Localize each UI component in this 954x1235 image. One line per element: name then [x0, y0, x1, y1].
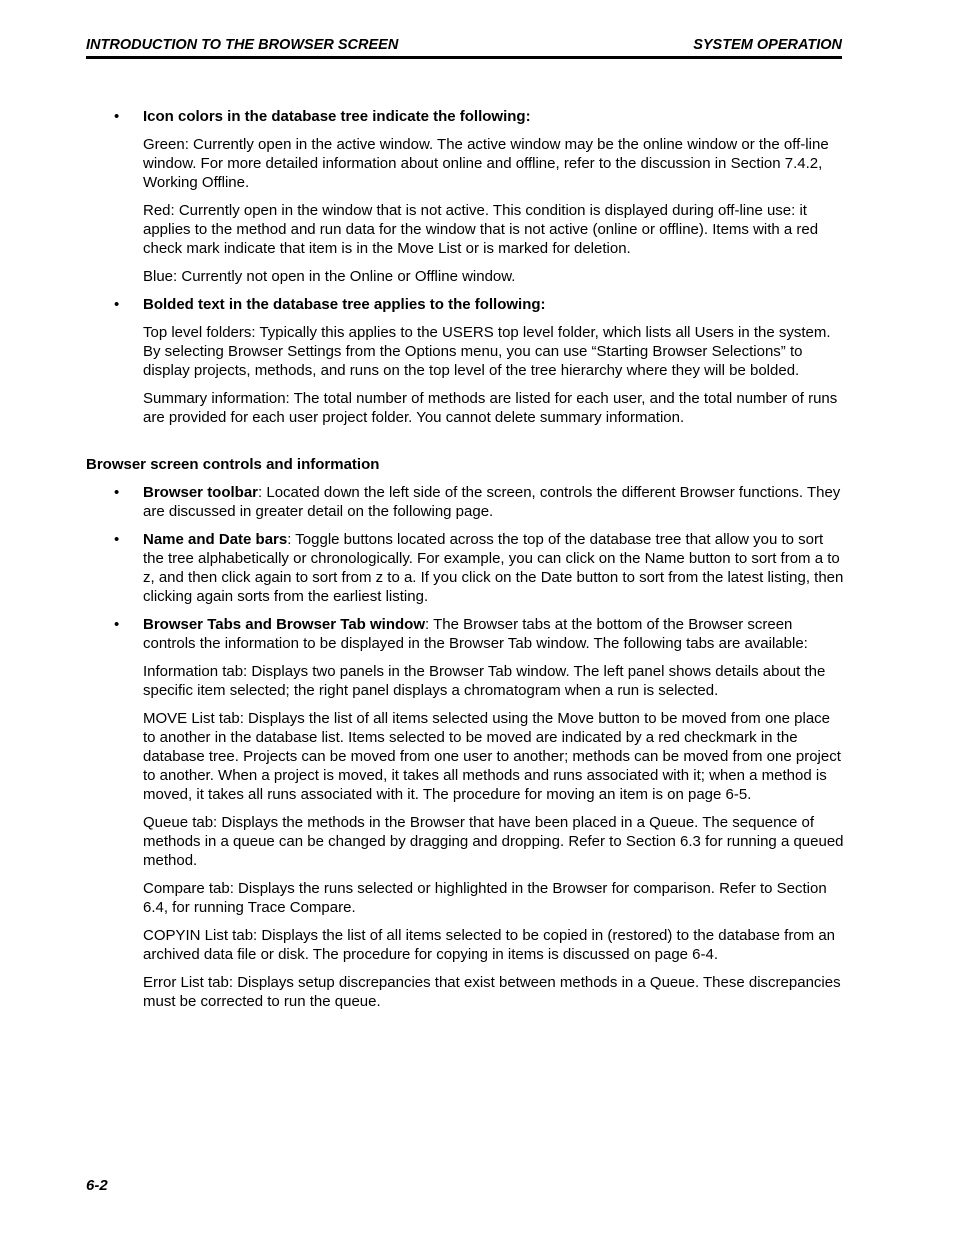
- bullet-browser-tabs: [86, 615, 846, 653]
- bullet-browser-toolbar: [86, 483, 846, 521]
- paragraph-error-list-tab: Error List tab: Displays setup discrepancies that exist between methods in a Queue. These discrepancies must be corrected to run the queue.: [143, 974, 841, 1010]
- running-header: [86, 37, 842, 59]
- paragraph-summary-information: Summary information: The total number of methods are listed for each user, and the total number of runs are provided for each user project folder. You cannot delete summary information.: [143, 390, 838, 426]
- bullet-marker: •: [114, 296, 120, 313]
- bullet-marker: •: [114, 484, 120, 501]
- paragraph-information-tab: Information tab: Displays two panels in the Browser Tab window. The left panel shows details about the specific item selected; the right panel displays a chromatogram when a run is selected.: [143, 663, 826, 699]
- bullet-term: Browser Tabs and Browser Tab window: [143, 616, 425, 633]
- bullet-icon-colors: [86, 107, 846, 126]
- paragraph-compare-tab: Compare tab: Displays the runs selected or highlighted in the Browser for comparison. Refer to Section 6.4, for running Trace Compare.: [143, 880, 827, 916]
- bullet-text: : Toggle buttons located across the top of the database tree that allow you to sort the tree alphabetically or chronologically. For example, you can click on the Name button to sort from a to z, and then click again to sort from z to a. If you click on the Date button to sort from the latest listing, then clicking again sorts from the earliest listing.: [143, 531, 844, 605]
- bullet-bolded-text: [86, 295, 846, 314]
- paragraph-top-level-folders: Top level folders: Typically this applies to the USERS top level folder, which lists all Users in the system. By selecting Browser Settings from the Options menu, you can use “Starting Browser Selections” to display projects, methods, and runs on the top level of the tree hierarchy where they will be bolded.: [143, 324, 831, 379]
- bullet-term: Name and Date bars: [143, 531, 288, 548]
- page-number: 6-2: [86, 1177, 108, 1194]
- paragraph-blue: Blue: Currently not open in the Online or Offline window.: [143, 268, 516, 285]
- paragraph-queue-tab: Queue tab: Displays the methods in the Browser that have been placed in a Queue. The sequence of methods in a queue can be changed by dragging and dropping. Refer to Section 6.3 for running a queued method.: [143, 814, 844, 869]
- paragraph-copyin-list-tab: COPYIN List tab: Displays the list of all items selected to be copied in (restored) to the database from an archived data file or disk. The procedure for copying in items is discussed on page 6-4.: [143, 927, 835, 963]
- bullet-marker: •: [114, 531, 120, 548]
- header-chapter-title: SYSTEM OPERATION: [693, 37, 842, 53]
- bullet-text: : Located down the left side of the screen, controls the different Browser functions. They are discussed in greater detail on the following page.: [143, 484, 841, 520]
- bullet-term: Browser toolbar: [143, 484, 259, 501]
- page-body: [86, 107, 846, 1020]
- paragraph-move-list-tab: MOVE List tab: Displays the list of all items selected using the Move button to be moved from one place to another in the database list. Items selected to be moved are indicated by a red checkmark in the database tree. Projects can be moved from one user to another; methods can be moved from one project to another. When a project is moved, it takes all methods and runs associated with it; when a method is moved, it takes all runs associated with it. The procedure for moving an item is on page 6-5.: [143, 710, 841, 803]
- bullet-marker: •: [114, 616, 120, 633]
- bullet-text: : The Browser tabs at the bottom of the Browser screen controls the information to be displayed in the Browser Tab window. The following tabs are available:: [143, 616, 808, 652]
- paragraph-red: Red: Currently open in the window that is not active. This condition is displayed during off-line use: it applies to the method and run data for the window that is not active (online or offline). Items with a red check mark indicate that item is in the Move List or is marked for deletion.: [143, 202, 819, 257]
- header-section-title: INTRODUCTION TO THE BROWSER SCREEN: [86, 37, 399, 53]
- bullet-name-date-bars: [86, 530, 846, 606]
- bullet-marker: •: [114, 108, 120, 125]
- bullet-heading: Bolded text in the database tree applies to the following:: [143, 296, 546, 313]
- bullet-heading: Icon colors in the database tree indicate the following:: [143, 108, 531, 125]
- paragraph-green: Green: Currently open in the active window. The active window may be the online window or the off-line window. For more detailed information about online and offline, refer to the discussion in Section 7.4.2, Working Offline.: [143, 136, 829, 191]
- section-heading: Browser screen controls and information: [86, 456, 380, 473]
